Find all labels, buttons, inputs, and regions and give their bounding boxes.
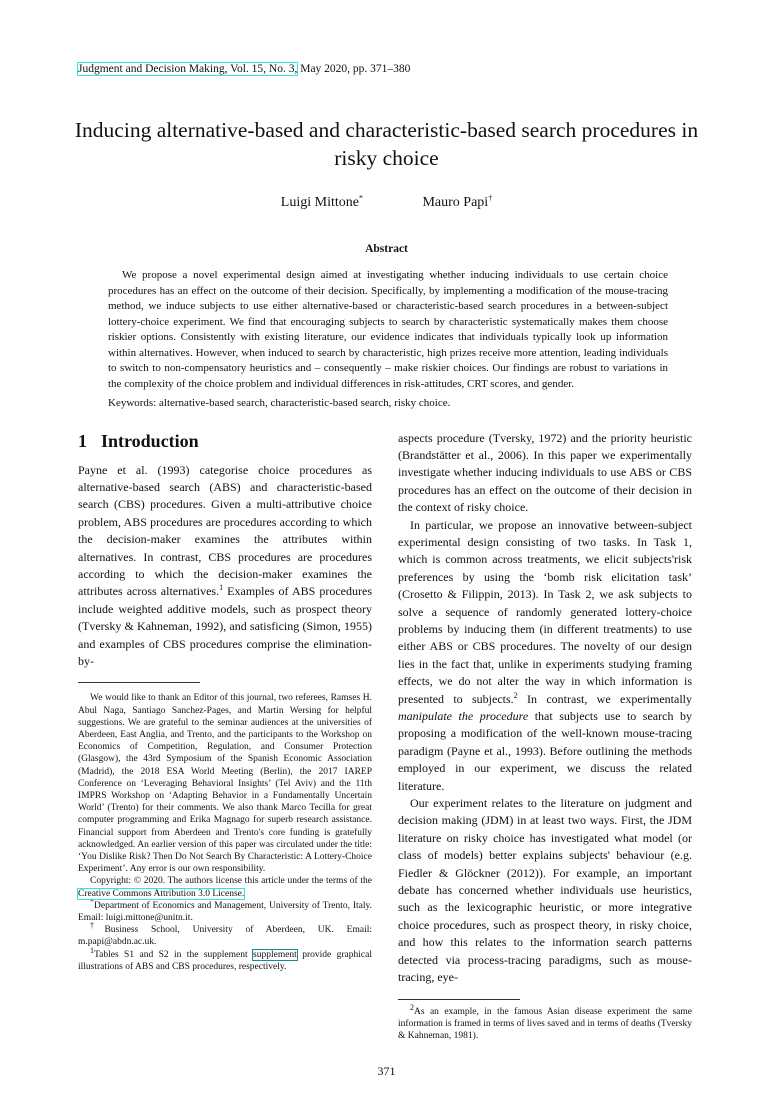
copyright-footnote — [78, 875, 372, 899]
paper-title: Inducing alternative-based and characteristic-based search procedures in risky choice — [74, 118, 699, 170]
footnote-mark: * — [90, 896, 94, 906]
section-heading — [78, 430, 372, 452]
footnote-divider — [398, 999, 520, 1000]
footnote-2 — [398, 1002, 692, 1043]
left-column — [78, 430, 372, 1043]
section-title: Introduction — [101, 430, 199, 451]
citation-details: May 2020, pp. 371–380 — [297, 63, 411, 75]
acknowledgements-footnote: We would like to thank an Editor of this journal, two referees, Ramses H. Abul Naga, Santiago Sanchez-Pages, and Martin Wersing for helpful suggestions. We are grateful to the seminar audiences at the universities of Aberdeen, East Anglia, and Trento, and the participants to the Workshop on Economics of Competition, Regulation, and Consumer Protection (Glasgow), the 43rd Symposium of the Spanish Economic Association (Madrid), the 2018 ESA World Meeting (Berlin), the 2017 IAREP Conference on ‘Leveraging Behavioral Insights’ (Tel Aviv) and the 11th IMPRS Workshop on ‘Adapting Behavior in a Fundamentally Uncertain World’ (Trento) for their comments. We also thank Marco Tecilla for great computer programming and Erika Magnago for superb research assistance. Financial support from Aberdeen and Trento's core funding is gratefully acknowledged. An earlier version of this paper was circulated under the title: ‘You Dislike Risk? Then Do Not Search By Characteristic: A Lottery-Choice Experiment’. Any error is our own responsibility. — [78, 693, 372, 875]
footnote-mark: † — [90, 921, 105, 931]
author-name: Luigi Mittone — [280, 195, 359, 210]
author — [281, 194, 363, 212]
paragraph — [78, 462, 372, 671]
footnote-ref[interactable]: 2 — [513, 690, 518, 700]
footnote-divider — [78, 682, 200, 683]
emphasis: manipulate the procedure — [398, 709, 529, 723]
journal-link[interactable]: Judgment and Decision Making, Vol. 15, No. 3, — [78, 63, 298, 75]
text: Tables S1 and S2 in the supplement — [94, 949, 254, 960]
text: that subjects use to search by proposing a modification of the well-known mouse-tracing paradigm (Payne et al., 1993). Before outlining the methods employed in our experiment, we discuss the related literature. — [398, 709, 692, 793]
footnote-affiliation-2 — [78, 921, 373, 948]
supplement-link[interactable]: supplement — [253, 949, 297, 960]
author-list — [0, 194, 773, 212]
footnote-ref[interactable]: 1 — [219, 583, 224, 593]
text: As an example, in the famous Asian disease experiment the same information is framed in terms of lives saved and in terms of deaths (Tversky & Kahneman, 1981). — [398, 1006, 692, 1041]
footnote-mark: 1 — [90, 945, 94, 955]
paragraph: Our experiment relates to the literature on judgment and decision making (JDM) in at least two ways. First, the JDM literature on risky choice has investigated what model (or class of models) better explains subjects' behaviour (e.g. Fiedler & Glöckner (2012)). For example, an important debate has concerned whether individuals use heuristics, such as the lexicographic heuristic, or more integrative choice procedures, such as prospect theory, in risky choice, and how this relates to the information search patterns detected via process-tracing paradigms, such as mouse-tracing, eye- — [398, 796, 692, 985]
author-footnote-mark[interactable]: † — [488, 193, 493, 203]
text: In particular, we propose an innovative between-subject experimental design consisting of two tasks. In Task 1, which is common across treatments, we elicit subjects'risk preferences by using the ‘bomb risk elicitation task’ (Crosetto & Filippin, 2013). In Task 2, we ask subjects to solve a sequence of randomly generated lottery-choice problems by inducing them (in different treatments) to use either ABS or CBS procedures. The novelty of our design lies in the fact that, unlike in experiments studying framing effects, we do not alter the way in which information is presented to subjects. — [398, 517, 692, 706]
text: Department of Economics and Management, University of Trento, Italy. Email: luigi.mittone@unitn.it. — [78, 900, 372, 924]
footnotes-left — [78, 692, 372, 973]
author — [422, 194, 492, 212]
author-name: Mauro Papi — [422, 195, 489, 210]
footnote-1 — [78, 945, 372, 973]
text: provide graphical illustrations of ABS and CBS procedures, respectively. — [78, 949, 372, 972]
journal-citation — [78, 62, 773, 76]
body-columns — [78, 430, 773, 1043]
spacer — [398, 987, 692, 999]
text: Copyright: © 2020. The authors license this article under the terms of the — [90, 876, 372, 887]
author-footnote-mark[interactable]: * — [358, 193, 363, 203]
page-number: 371 — [377, 1064, 396, 1079]
footnotes-right — [398, 1002, 692, 1043]
abstract-text: We propose a novel experimental design aimed at investigating whether inducing individuals to use certain choice procedures has an effect on the outcome of their decision. Specifically, by implementing a modification of the mouse-tracing method, we induce subjects to use either alternative-based or characteristic-based search procedures in a between-subject lottery-choice experiment. We find that encouraging subjects to search by characteristic systematically makes them choose riskier options. Consistently with existing literature, our evidence indicates that individuals typically look up information within alternatives. However, when induced to search by characteristic, high prizes receive more attention, leading individuals to switch to non-compensatory heuristics and – consequently – make riskier choices. Our findings are robust to variations in the complexity of the choice problem and individual differences in risk-attitudes, CRT scores, and gender. — [108, 269, 668, 390]
license-link[interactable]: Creative Commons Attribution 3.0 License. — [78, 888, 245, 899]
abstract-heading: Abstract — [365, 243, 408, 255]
right-column — [398, 430, 692, 1043]
text: Examples of ABS procedures include weighted additive models, such as prospect theory (Tversky & Kahneman, 1992), and satisficing (Simon, 1955) and examples of CBS procedures comprise the elimination-by- — [78, 584, 373, 668]
text: In contrast, we experimentally — [517, 691, 692, 706]
section-number: 1 — [78, 430, 87, 451]
footnote-mark: 2 — [410, 1002, 414, 1012]
text: Payne et al. (1993) categorise choice procedures as alternative-based search (ABS) and characteristic-based search (CBS) procedures. Given a multi-attributive choice problem, ABS procedures are procedures according to which the decision-maker examines the attributes within alternatives. In contrast, CBS procedures are procedures according to which the decision-maker examines the attributes across alternatives. — [78, 462, 372, 599]
paragraph — [398, 517, 692, 796]
keywords: Keywords: alternative-based search, characteristic-based search, risky choice. — [108, 397, 451, 409]
text: Business School, University of Aberdeen, UK. Email: m.papi@abdn.ac.uk. — [78, 925, 373, 948]
paragraph: aspects procedure (Tversky, 1972) and the priority heuristic (Brandstätter et al., 2006). In this paper we experimentally investigate whether inducing individuals to use ABS or CBS procedures has an effect on the outcome of their decision in the context of risky choice. — [398, 430, 692, 515]
footnote-affiliation-1 — [78, 896, 372, 924]
